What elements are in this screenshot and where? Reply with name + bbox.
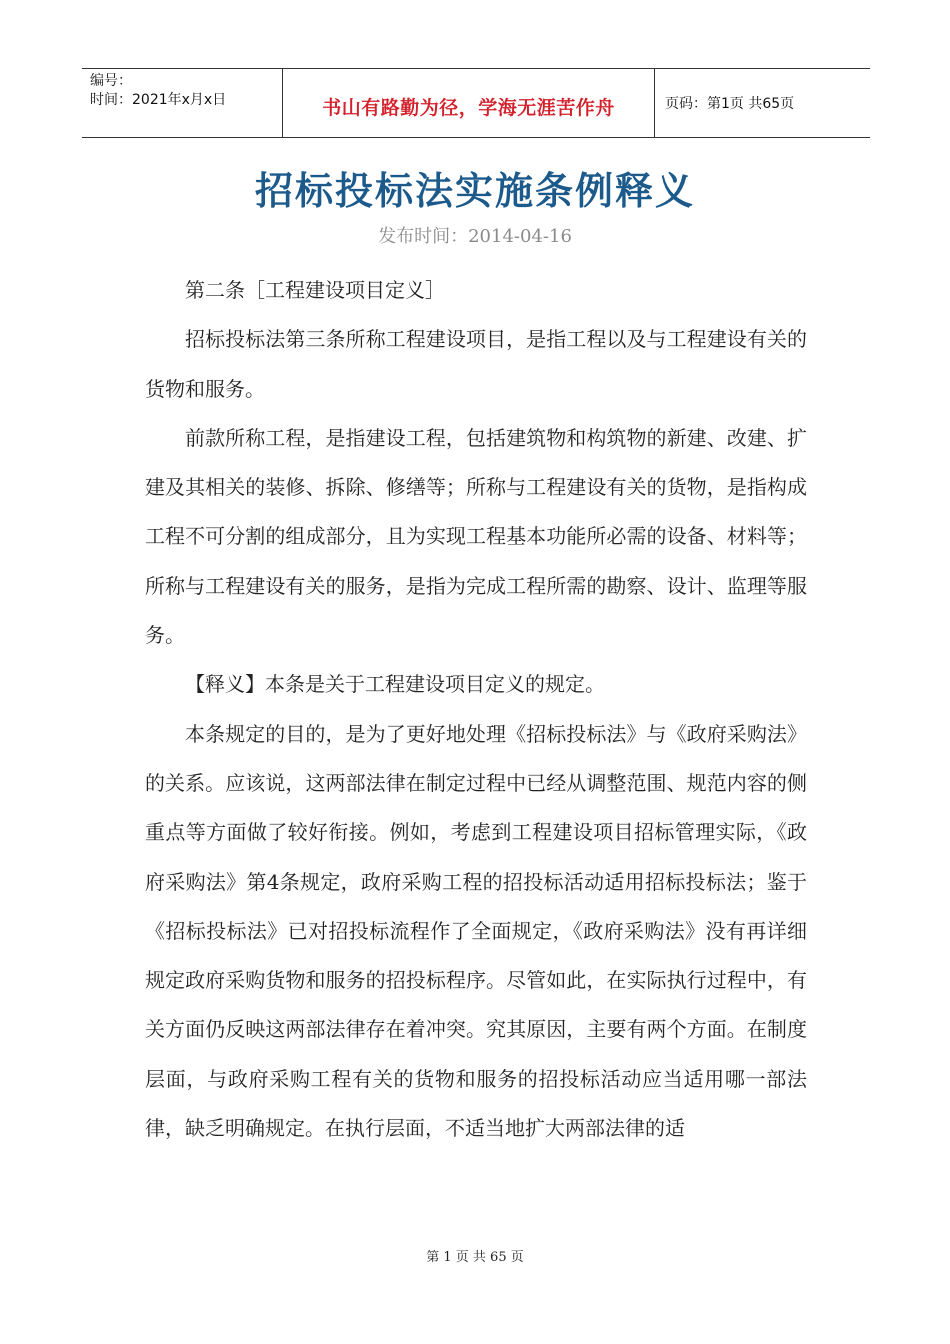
paragraph: 第二条［工程建设项目定义］ — [185, 278, 445, 302]
paragraph: 招标投标法第三条所称工程建设项目，是指工程以及与工程建设有关的货物和服务。 — [145, 327, 807, 401]
header-motto: 书山有路勤为径，学海无涯苦作舟 — [283, 69, 655, 137]
document-body — [145, 266, 807, 1153]
page-footer: 第 1 页 共 65 页 — [426, 1250, 524, 1265]
number-label: 编号： — [90, 73, 132, 89]
paragraph: 【释义】本条是关于工程建设项目定义的规定。 — [185, 672, 605, 697]
header-meta — [82, 69, 283, 137]
paragraph: 本条规定的目的，是为了更好地处理《招标投标法》与《政府采购法》的关系。应该说，这两部法律在制定过程中已经从调整范围、规范内容的侧重点等方面做了较好衔接。例如，考虑到工程建设项目招标管理实际，《政府采购法》第4条规定，政府采购工程的招投标活动适用招标投标法；鉴于《招标投标法》已对招投标流程作了全面规定，《政府采购法》没有再详细规定政府采购货物和服务的招投标程序。尽管如此，在实际执行过程中，有关方面仍反映这两部法律存在着冲突。究其原因，主要有两个方面。在制度层面，与政府采购工程有关的货物和服务的招投标活动应当适用哪一部法律，缺乏明确规定。在执行层面，不适当地扩大两部法律的适 — [145, 721, 807, 1141]
document-header — [82, 68, 870, 138]
publish-date: 发布时间：2014-04-16 — [378, 226, 572, 247]
paragraph: 前款所称工程，是指建设工程，包括建筑物和构筑物的新建、改建、扩建及其相关的装修、拆除、修缮等；所称与工程建设有关的货物，是指构成工程不可分割的组成部分，且为实现工程基本功能所必需的设备、材料等；所称与工程建设有关的服务，是指为完成工程所需的勘察、设计、监理等服务。 — [145, 425, 807, 648]
time-label: 时间：2021年x月x日 — [90, 92, 227, 108]
header-page-info: 页码：第1页 共65页 — [665, 96, 795, 112]
document-title: 招标投标法实施条例释义 — [254, 169, 695, 213]
